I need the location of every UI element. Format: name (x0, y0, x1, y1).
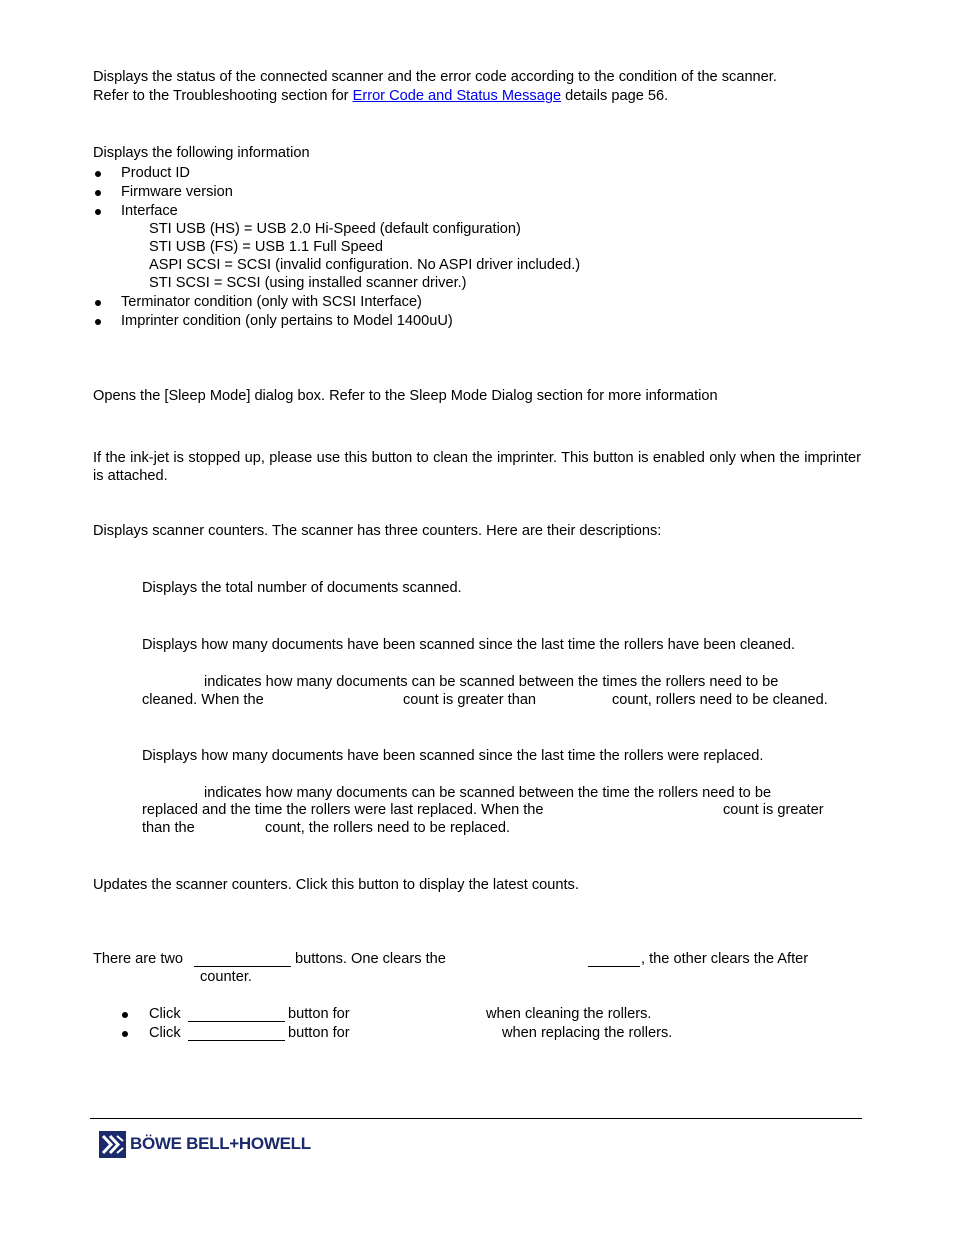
bullet (122, 1012, 128, 1018)
info-item-product-id: Product ID (121, 165, 190, 181)
bullet (95, 171, 101, 177)
clear-bullet2-a: Click (149, 1025, 181, 1041)
after-cleaning-description: Displays how many documents have been scanned since the last time the rollers have been cleaned. (142, 637, 796, 653)
info-item-interface: Interface (121, 203, 178, 219)
interface-line: STI SCSI = SCSI (using installed scanner driver.) (149, 275, 467, 291)
bullet (95, 209, 101, 215)
replacement-cycle-line1: indicates how many documents can be scanned between the time the rollers need to be (204, 785, 772, 801)
clean-description: If the ink-jet is stopped up, please use this button to clean the imprinter. This button is enabled only when the imprinter is attached. (93, 450, 861, 484)
replacement-cycle-line3-b: count, the rollers need to be replaced. (265, 820, 511, 836)
company-logo-text: BÖWE BELL+HOWELL (130, 1134, 311, 1153)
bullet (95, 190, 101, 196)
clear-line1-a: There are two (93, 951, 184, 967)
clear-bullet1-b: button for (288, 1006, 350, 1022)
info-intro: Displays the following information (93, 145, 310, 161)
bullet (95, 319, 101, 325)
total-counter-description: Displays the total number of documents scanned. (142, 580, 462, 596)
cleaning-cycle-line2-c: count, rollers need to be cleaned. (612, 692, 828, 708)
blank-line (188, 1008, 285, 1022)
clear-bullet1-a: Click (149, 1006, 181, 1022)
blank-line (194, 953, 291, 967)
update-description: Updates the scanner counters. Click this button to display the latest counts. (93, 877, 579, 893)
clear-line1-b: buttons. One clears the (295, 951, 446, 967)
info-item-firmware: Firmware version (121, 184, 233, 200)
bullet (95, 300, 101, 306)
clear-bullet2-b: button for (288, 1025, 350, 1041)
clear-line2: counter. (200, 969, 252, 985)
info-item-imprinter: Imprinter condition (only pertains to Model 1400uU) (121, 313, 453, 329)
clear-bullet1-c: when cleaning the rollers. (486, 1006, 652, 1022)
status-reference (93, 88, 668, 105)
status-description: Displays the status of the connected scanner and the error code according to the condition of the scanner. (93, 69, 777, 85)
replacement-cycle-line3-a: than the (142, 820, 195, 836)
cleaning-cycle-line1: indicates how many documents can be scanned between the times the rollers need to be (204, 674, 779, 690)
clear-bullet2-c: when replacing the rollers. (502, 1025, 673, 1041)
after-replacement-description: Displays how many documents have been scanned since the last time the rollers were replaced. (142, 748, 764, 764)
clear-line1-c: , the other clears the After (641, 951, 809, 967)
info-item-terminator: Terminator condition (only with SCSI Interface) (121, 294, 422, 310)
status-reference-text: Refer to the Troubleshooting section for (93, 88, 353, 104)
cleaning-cycle-line2-b: count is greater than (403, 692, 537, 708)
interface-line: STI USB (FS) = USB 1.1 Full Speed (149, 239, 383, 255)
footer-rule (90, 1118, 862, 1119)
status-reference-page: details page 56. (561, 88, 669, 104)
interface-line: ASPI SCSI = SCSI (invalid configuration. No ASPI driver included.) (149, 257, 581, 273)
cleaning-cycle-line2-a: cleaned. When the (142, 692, 264, 708)
bowe-bell-howell-logo-icon (99, 1131, 126, 1158)
bullet (122, 1031, 128, 1037)
interface-line: STI USB (HS) = USB 2.0 Hi-Speed (default configuration) (149, 221, 521, 237)
blank-line (588, 953, 640, 967)
sleep-description: Opens the [Sleep Mode] dialog box. Refer to the Sleep Mode Dialog section for more information (93, 388, 718, 404)
replacement-cycle-line2-a: replaced and the time the rollers were last replaced. When the (142, 802, 544, 818)
blank-line (188, 1027, 285, 1041)
error-code-link[interactable]: Error Code and Status Message (352, 88, 562, 104)
counters-intro: Displays scanner counters. The scanner has three counters. Here are their descriptions: (93, 523, 662, 539)
replacement-cycle-line2-b: count is greater (723, 802, 824, 818)
